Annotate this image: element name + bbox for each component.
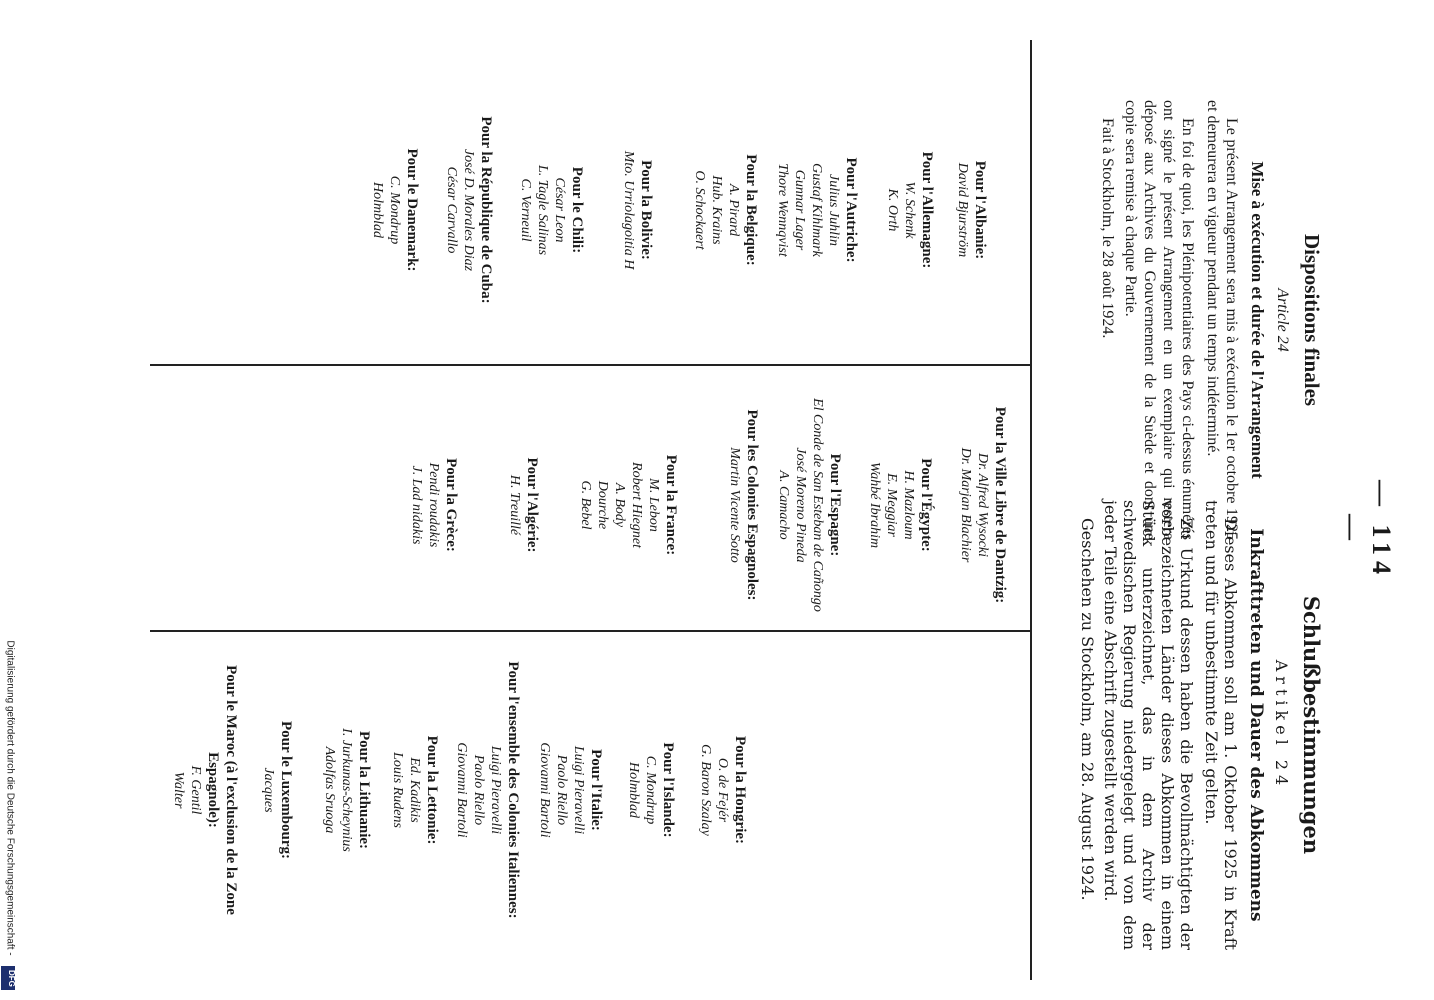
- signatory-name: Adolfas Sruoga: [322, 746, 337, 834]
- signature-country: Pour la Hongrie:: [732, 735, 748, 845]
- page-number: — 114 —: [1337, 479, 1396, 581]
- signatory-name: Luigi Pieravelli: [571, 745, 586, 835]
- signature-block: [954, 60, 989, 360]
- signatory-name: José D. Morales Diaz: [461, 148, 476, 272]
- signature-country: Pour l'Égypte:: [918, 458, 934, 552]
- signature-country: Pour l'Algérie:: [524, 457, 540, 553]
- signature-country: Pour l'Italie:: [588, 749, 604, 831]
- signature-country: Pour l'Islande:: [660, 742, 676, 838]
- signatory-name: A. Camacho: [776, 470, 791, 540]
- signatory-name: Martin Vicente Sotto: [727, 447, 742, 563]
- french-article: Article 24: [1274, 288, 1291, 352]
- signatory-name: Giovanni Bartoli: [537, 742, 552, 838]
- signature-block: [260, 640, 295, 940]
- signatory-name: Dr. Alfred Wysocki: [975, 452, 990, 558]
- horizontal-rule: [1030, 40, 1032, 980]
- french-date-line: Fait à Stockholm, le 28 août 1924.: [1099, 118, 1116, 339]
- signatory-name: O. de Fejér: [715, 757, 730, 823]
- signature-country: Pour l'Allemagne:: [919, 151, 935, 269]
- signatory-name: El Conde de San Esteban de Cañongo: [810, 398, 825, 612]
- signatory-name: E. Meggiar: [884, 473, 899, 537]
- signature-country: Pour le Danemark:: [404, 148, 420, 272]
- signatory-name: H. Mazloum: [901, 470, 916, 540]
- french-subtitle: Mise à exécution et durée de l'Arrangement: [1248, 161, 1267, 479]
- dfg-logo: DFG: [1, 966, 15, 990]
- signatory-name: H. Treuillé: [507, 474, 522, 536]
- signature-country: Pour la France:: [663, 454, 679, 556]
- signature-country: Pour les Colonies Espagnoles:: [744, 409, 760, 601]
- signature-country: Pour la République de Cuba:: [478, 116, 494, 304]
- signatory-name: Louis Rudens: [390, 752, 405, 828]
- signature-block: [625, 640, 677, 940]
- signature-block: [697, 640, 749, 940]
- signatory-name: Mto. Urriolagoitia H: [621, 150, 636, 270]
- signature-block: [577, 355, 680, 655]
- signature-column-1: [369, 60, 1009, 360]
- german-date-line: Geschehen zu Stockholm, am 28. August 1924.: [1078, 518, 1097, 901]
- signature-block: [517, 60, 586, 360]
- signatory-name: César Leon: [552, 177, 567, 243]
- signature-block: [170, 640, 240, 940]
- signatory-name: Holmblad: [370, 182, 385, 238]
- german-paragraph-1: Dieses Abkommen soll am 1. Oktober 1925 in Kraft treten und für unbestimmte Zeit gelten.: [1202, 500, 1240, 950]
- signatory-name: César Carvallo: [444, 166, 459, 254]
- signature-block: [453, 640, 522, 940]
- german-subtitle: Inkrafttreten und Dauer des Abkommens: [1246, 528, 1266, 922]
- signature-country: Pour la Belgique:: [743, 154, 759, 266]
- signatory-name: Paolo Riello: [471, 754, 486, 826]
- signature-column-2: [408, 355, 1009, 655]
- signature-block: [775, 355, 844, 655]
- german-column: [1077, 500, 1324, 950]
- signature-country: Pour la Lettonie:: [424, 735, 440, 845]
- signatory-name: Pendi roudakis: [426, 462, 441, 548]
- signature-country: Pour l'Albanie:: [972, 160, 988, 260]
- digitization-note: [0, 608, 20, 988]
- signature-block: [389, 640, 441, 940]
- signatory-name: Robert Hiegnet: [629, 462, 644, 548]
- signatory-name: K. Orth: [885, 188, 900, 232]
- signatory-name: Gunnar Lager: [792, 169, 807, 251]
- signatory-name: I. Jurkunas-Scheynius: [339, 728, 354, 852]
- signature-block: [408, 355, 460, 655]
- german-article: Artikel 24: [1272, 659, 1291, 791]
- signatory-name: Thore Wennqvist: [775, 163, 790, 257]
- signatory-name: José Moreno Pineda: [793, 447, 808, 563]
- signatory-name: C. Verneuil: [518, 178, 533, 242]
- signatory-name: O. Schockaert: [692, 170, 707, 250]
- signature-block: [506, 355, 541, 655]
- signatory-name: Ed. Kadikis: [407, 757, 422, 823]
- signature-block: [957, 355, 1009, 655]
- signature-country: Pour l'ensemble des Colonies Italiennes:: [505, 661, 521, 919]
- signatory-name: A. Body: [612, 482, 627, 528]
- signatory-name: Hub. Krains: [709, 175, 724, 245]
- french-title: Dispositions finales: [1300, 233, 1324, 407]
- french-paragraph-1: Le présent Arrangement sera mis à exécution le 1er octobre 1925 et demeurera en vigueur pendant un temps indéterminé.: [1204, 100, 1240, 540]
- signature-country: Pour la Ville Libre de Dantzig:: [992, 406, 1008, 604]
- signature-block: [884, 60, 936, 360]
- signature-country: Pour le Luxembourg:: [278, 720, 294, 860]
- signatory-name: F. Gentil: [188, 765, 203, 815]
- signature-block: [866, 355, 935, 655]
- signatory-name: Julius Juhlin: [826, 174, 841, 246]
- signatory-name: Giovanni Bartoli: [454, 742, 469, 838]
- signature-country: Pour l'Espagne:: [827, 453, 843, 557]
- german-paragraph-2: Zu Urkund dessen haben die Bevollmächtigten der vorbezeichneten Länder dieses Abkommen in einem Stück unterzeichnet, das in dem Archiv der schwedischen Regierung niedergelegt und von dem jeder Teile eine Abschrift zugestellt werden wird.: [1101, 500, 1196, 950]
- signature-country: Pour la Grèce:: [443, 458, 459, 552]
- signature-block: [620, 60, 655, 360]
- signatory-name: C. Mondrup: [643, 755, 658, 825]
- signature-block: [536, 640, 605, 940]
- signature-block: [774, 60, 860, 360]
- signature-country: Pour le Maroc (à l'exclusion de la Zone Espagnole):: [205, 665, 239, 915]
- signatory-name: W. Schenk: [902, 181, 917, 239]
- signature-block: [691, 60, 760, 360]
- signatory-name: L. Tagle Salinas: [535, 164, 550, 256]
- signature-block: [443, 60, 495, 360]
- signatory-name: Gustaf Kihlmark: [809, 163, 824, 257]
- signatory-name: Dr. Marjan Blachier: [958, 447, 973, 563]
- signature-country: Pour l'Autriche:: [843, 157, 859, 263]
- signatory-name: Jacques: [261, 767, 276, 813]
- signatory-name: M. Lebon: [646, 478, 661, 532]
- signature-country: Pour le Chili:: [569, 166, 585, 254]
- signatory-name: Wahbé Ibrahim: [867, 461, 882, 549]
- signatory-name: Luigi Pieravelli: [488, 745, 503, 835]
- signature-block: [726, 355, 761, 655]
- signatory-name: Holmblad: [626, 762, 641, 818]
- signatory-name: G. Bebel: [578, 480, 593, 530]
- german-title: Schlußbestimmungen: [1299, 595, 1324, 855]
- signatory-name: J. Lad nidakis: [409, 465, 424, 545]
- signatory-name: David Bjurström: [955, 162, 970, 258]
- signature-country: Pour la Lithuanie:: [356, 730, 372, 850]
- french-paragraph-2: En foi de quoi, les Plénipotentiaires des Pays ci-dessus énumérés ont signé le présent Arrangement en un exemplaire qui restera déposé aux Archives du Gouvernement de la Suède et dont une copie sera remise à chaque Partie.: [1122, 100, 1196, 540]
- signatory-name: Dourche: [595, 480, 610, 530]
- signatory-name: Walter: [171, 771, 186, 809]
- signature-column-3: [170, 640, 1009, 940]
- signatory-name: A. Pirard: [726, 183, 741, 237]
- signatory-name: C. Mondrup: [387, 175, 402, 245]
- signatory-name: G. Baron Szalay: [698, 744, 713, 836]
- signature-block: [321, 640, 373, 940]
- signatory-name: Paolo Riello: [554, 754, 569, 826]
- signature-block: [369, 60, 421, 360]
- signature-country: Pour la Bolivie:: [638, 160, 654, 260]
- french-column: [1097, 100, 1324, 540]
- digitization-note-text: Digitalisierung gefördert durch die Deutsche Forschungsgemeinschaft -: [4, 640, 16, 956]
